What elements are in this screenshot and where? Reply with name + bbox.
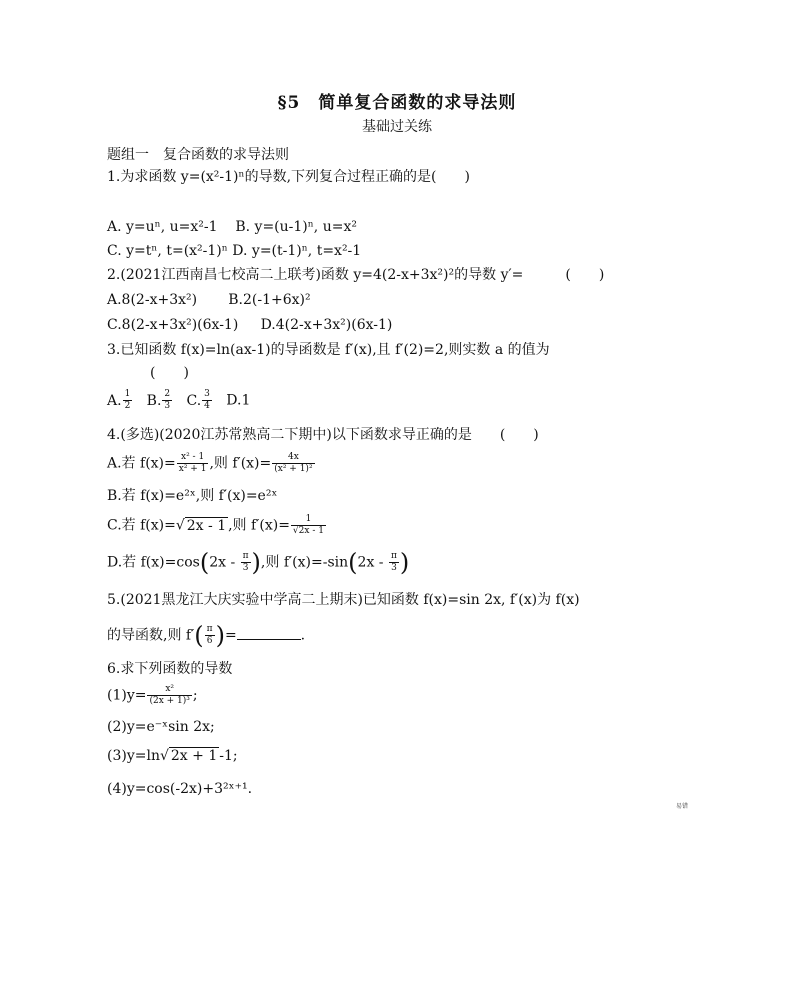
q5-answer-blank[interactable]	[237, 627, 301, 640]
q2-option-a[interactable]: A.8(2-x+3x²)	[107, 292, 198, 308]
q1-option-d[interactable]: D. y=(t-1)ⁿ, t=x²-1	[232, 243, 362, 259]
q1-option-b[interactable]: B. y=(u-1)ⁿ, u=x²	[235, 219, 357, 235]
page-title: §5 简单复合函数的求导法则	[277, 93, 517, 113]
q2-options-row2	[107, 316, 392, 334]
q6-part4: (4)y=cos(-2x)+3²ˣ⁺¹.	[107, 781, 253, 797]
q2-stem: 2.(2021江西南昌七校高二上联考)函数 y=4(2-x+3x²)²的导数 y′= ( )	[107, 267, 605, 283]
q2-option-d[interactable]: D.4(2-x+3x²)(6x-1)	[260, 317, 393, 333]
q1-options-row1	[107, 218, 357, 236]
q1-options-row2	[107, 242, 361, 260]
q1-option-c[interactable]: C. y=tⁿ, t=(x²-1)ⁿ	[107, 243, 228, 259]
q4-option-a[interactable]: A.若 f(x)= $\frac{\text{x² - 1}}{\text{x² + 1}}$ ,则 f′(x)= $\frac{4x}{\text{(x² + 1)²}}$	[107, 452, 313, 474]
q4-option-d[interactable]: D.若 f(x)=cos(2x - $\frac{\pi}{3}$ ),则 f′(x)=-sin(2x - $\frac{\pi}{3}$ )	[107, 548, 410, 577]
q4-option-c[interactable]: C.若 f(x)=√ 2x - 1 ,则 f′(x)= $\frac{1}{√2x - 1}$	[107, 514, 324, 536]
page-subtitle: 基础过关练	[362, 119, 432, 135]
q3-option-c[interactable]: C. $\frac{3}{4}$	[186, 389, 210, 411]
q3-stem: 3.已知函数 f(x)=ln(ax-1)的导函数是 f′(x),且 f′(2)=2,则实数 a 的值为	[107, 342, 550, 358]
q2-option-b[interactable]: B.2(-1+6x)²	[228, 292, 311, 308]
q6-part2: (2)y=e⁻ˣsin 2x;	[107, 719, 215, 735]
q3-option-b[interactable]: B. $\frac{2}{3}$	[146, 389, 171, 411]
q4-stem: 4.(多选)(2020江苏常熟高二下期中)以下函数求导正确的是 ( )	[107, 427, 539, 443]
q1-option-a[interactable]: A. y=uⁿ, u=x²-1	[107, 219, 218, 235]
q1-stem: 1.为求函数 y=(x²-1)ⁿ的导数,下列复合过程正确的是( )	[107, 169, 470, 185]
q6-part3: (3)y=ln√ 2x + 1 -1;	[107, 748, 238, 764]
q3-options	[107, 389, 250, 412]
q5-line1: 5.(2021黑龙江大庆实验中学高二上期末)已知函数 f(x)=sin 2x, f′(x)为 f(x)	[107, 592, 580, 608]
q6-part1: (1)y= $\frac{\text{x²}}{\text{(2x + 1)³}}$ ;	[107, 684, 198, 706]
q3-answer-paren: ( )	[150, 365, 189, 381]
q2-options-row1	[107, 291, 311, 309]
q4-option-b[interactable]: B.若 f(x)=e²ˣ,则 f′(x)=e²ˣ	[107, 488, 278, 504]
q3-option-d[interactable]: D.1	[226, 392, 251, 409]
q3-option-a[interactable]: A. $\frac{1}{2}$	[107, 389, 131, 411]
group-heading: 题组一 复合函数的求导法则	[107, 147, 289, 163]
q2-option-c[interactable]: C.8(2-x+3x²)(6x-1)	[107, 317, 239, 333]
error-prone-mark: 易错	[676, 803, 689, 810]
q5-line2: 的导函数,则 f′( $\frac{\pi}{6}$ )= .	[107, 621, 306, 650]
q6-stem: 6.求下列函数的导数	[107, 661, 233, 677]
